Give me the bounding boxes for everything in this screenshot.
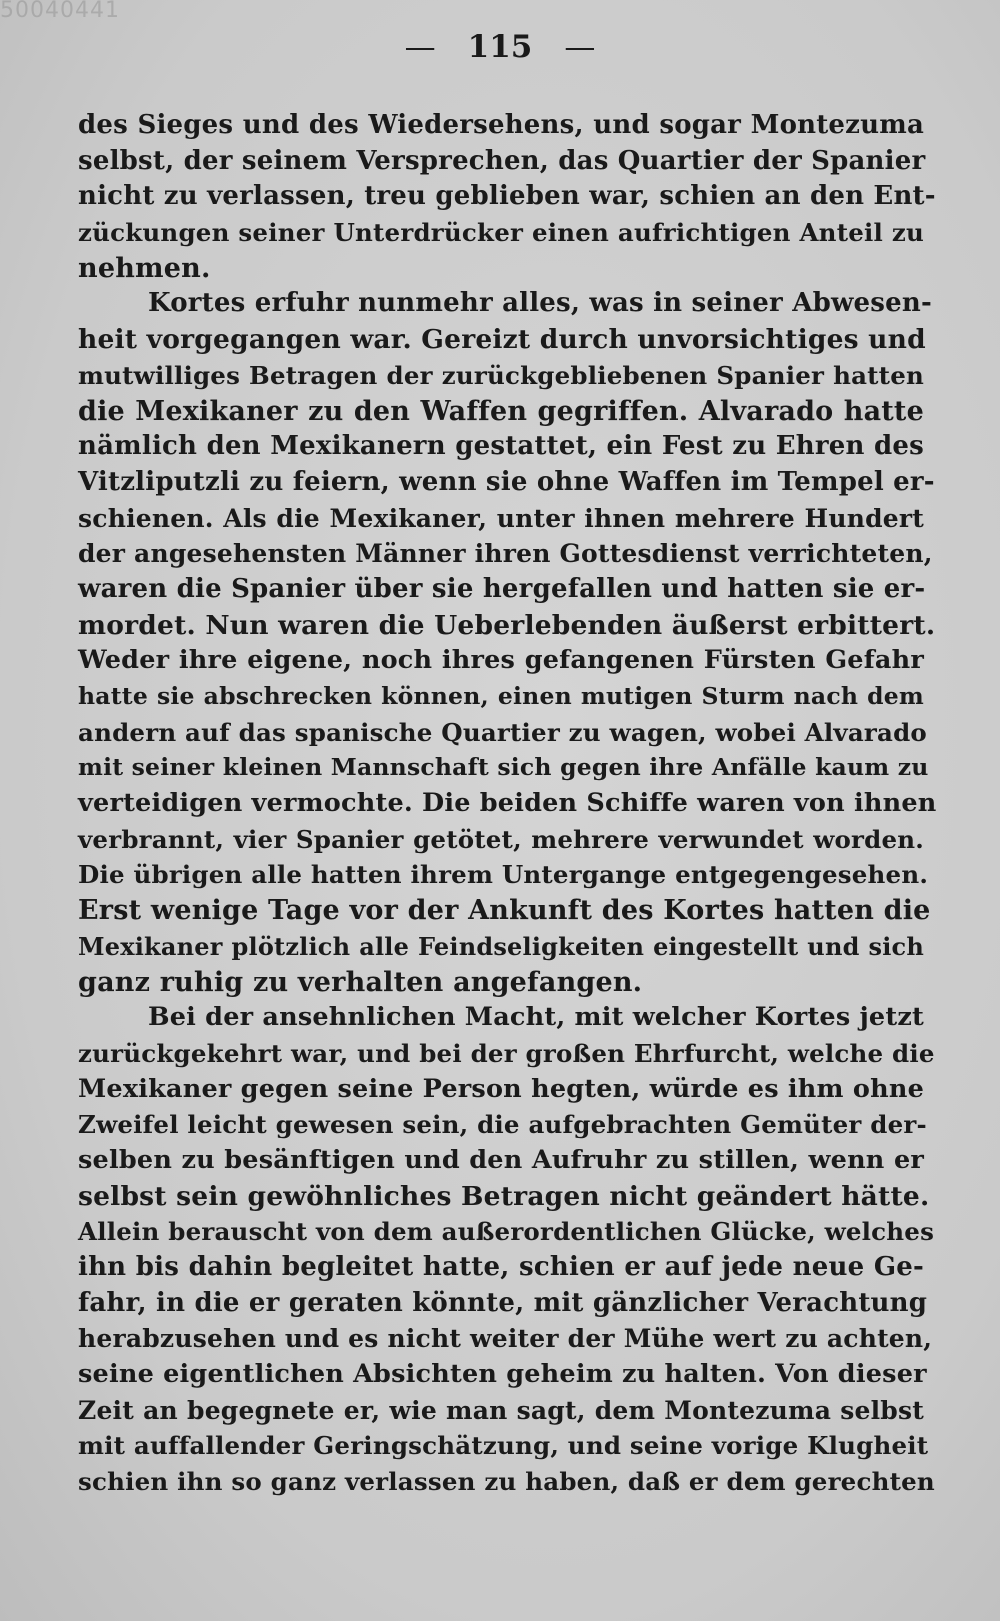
scan-id-mark: 50040441 [0,0,120,23]
text-line: verteidigen vermochte. Die beiden Schiffe waren von ihnen [78,788,937,819]
text-line: zurückgekehrt war, und bei der großen Ehrfurcht, welche die [78,1038,935,1068]
text-line: der angesehensten Männer ihren Gottesdienst verrichteten, [78,539,933,569]
text-line: waren die Spanier über sie hergefallen und hatten sie er- [78,573,926,604]
text-line: fahr, in die er geraten könnte, mit gänzlicher Verachtung [78,1287,928,1318]
text-line: hatte sie abschrecken können, einen mutigen Sturm nach dem [78,682,924,710]
text-line: Weder ihre eigene, noch ihres gefangenen Fürsten Gefahr [78,645,924,676]
text-line: Die übrigen alle hatten ihrem Untergange entgegengesehen. [78,860,929,890]
text-line: Mexikaner gegen seine Person hegten, würde es ihm ohne [78,1073,924,1104]
text-line: mit auffallender Geringschätzung, und seine vorige Klugheit [78,1431,929,1461]
text-line: ihn bis dahin begleitet hatte, schien er auf jede neue Ge- [78,1252,924,1282]
text-line: Bei der ansehnlichen Macht, mit welcher Kortes jetzt [148,1002,924,1033]
text-line: Zweifel leicht gewesen sein, die aufgebrachten Gemüter der- [78,1110,927,1140]
text-line: Allein berauscht von dem außerordentlichen Glücke, welches [78,1217,935,1247]
text-line: Mexikaner plötzlich alle Feindseligkeiten eingestellt und sich [78,931,924,961]
header-dash-left: — [404,29,436,65]
text-line: Kortes erfuhr nunmehr alles, was in seiner Abwesen- [148,288,932,319]
header-dash-right: — [564,29,596,65]
text-line: selbst, der seinem Versprechen, das Quartier der Spanier [78,145,926,176]
text-line: ganz ruhig zu verhalten angefangen. [78,966,643,998]
text-line: verbrannt, vier Spanier getötet, mehrere verwundet worden. [78,824,924,854]
text-line: mit seiner kleinen Mannschaft sich gegen ihre Anfälle kaum zu [78,753,929,782]
text-line: nicht zu verlassen, treu geblieben war, schien an den Ent- [78,181,936,212]
text-line: schien ihn so ganz verlassen zu haben, daß er dem gerechten [78,1467,935,1497]
text-line: Vitzliputzli zu feiern, wenn sie ohne Waffen im Tempel er- [78,466,935,497]
text-line: herabzusehen und es nicht weiter der Mühe wert zu achten, [78,1324,933,1354]
text-line: andern auf das spanische Quartier zu wagen, wobei Alvarado [78,717,927,747]
text-line: mutwilliges Betragen der zurückgebliebenen Spanier hatten [78,360,924,390]
text-line: mordet. Nun waren die Ueberlebenden äußerst erbittert. [78,609,936,641]
text-line: selben zu besänftigen und den Aufruhr zu stillen, wenn er [78,1144,924,1175]
page-header [0,29,1000,65]
text-line: des Sieges und des Wiedersehens, und sogar Montezuma [78,110,924,140]
text-line: seine eigentlichen Absichten geheim zu halten. Von dieser [78,1359,927,1390]
body-text [78,108,937,1500]
text-line: zückungen seiner Unterdrücker einen aufrichtigen Anteil zu [78,218,924,248]
text-line: Zeit an begegnete er, wie man sagt, dem Montezuma selbst [78,1395,924,1425]
text-line: nehmen. [78,252,211,284]
text-line: nämlich den Mexikanern gestattet, ein Fest zu Ehren des [78,431,924,462]
text-line: selbst sein gewöhnliches Betragen nicht geändert hätte. [78,1180,930,1212]
text-line: die Mexikaner zu den Waffen gegriffen. Alvarado hatte [78,395,924,427]
text-line: heit vorgegangen war. Gereizt durch unvorsichtiges und [78,324,926,356]
page-number: 115 [467,29,533,65]
text-line: Erst wenige Tage vor der Ankunft des Kortes hatten die [78,895,931,927]
text-line: schienen. Als die Mexikaner, unter ihnen mehrere Hundert [78,503,924,533]
